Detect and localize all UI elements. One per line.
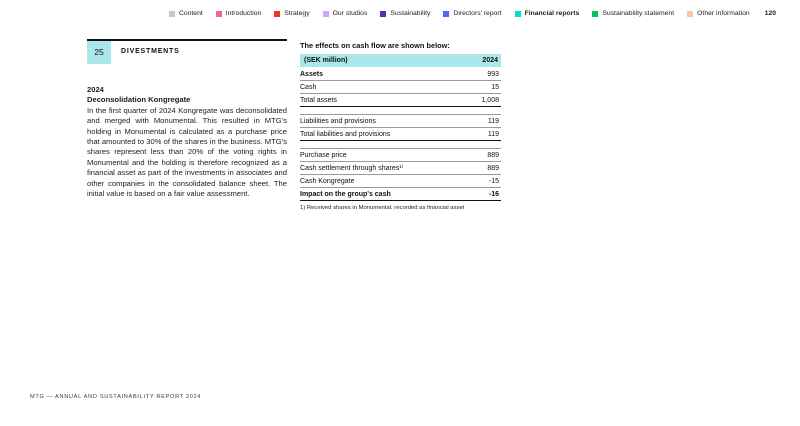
row-label: Assets — [300, 70, 323, 78]
nav-item-sustainability-statement[interactable] — [592, 9, 674, 18]
row-value: 889 — [487, 151, 499, 159]
nav-item-label: Financial reports — [524, 10, 580, 17]
row-value: 119 — [487, 117, 499, 125]
table-row — [300, 188, 501, 201]
table-section — [300, 114, 501, 141]
nav-item-other-information[interactable] — [687, 9, 750, 18]
table-row — [300, 94, 501, 107]
nav-color-swatch — [515, 11, 521, 17]
nav-item-directors-report[interactable] — [443, 9, 501, 18]
left-column — [87, 39, 287, 199]
row-value: 1,008 — [481, 96, 499, 104]
table-header-value: 2024 — [482, 57, 498, 64]
row-label: Purchase price — [300, 151, 347, 159]
row-label: Cash settlement through shares¹⁾ — [300, 165, 404, 172]
table-title: The effects on cash flow are shown below: — [300, 41, 450, 50]
nav-color-swatch — [274, 11, 280, 17]
top-nav-items — [169, 9, 750, 18]
nav-color-swatch — [169, 11, 175, 17]
row-label: Total assets — [300, 96, 337, 104]
nav-item-financial-reports[interactable] — [515, 9, 580, 18]
nav-item-label: Introduction — [225, 10, 262, 17]
row-label: Liabilities and provisions — [300, 117, 376, 125]
table-row — [300, 81, 501, 94]
nav-color-swatch — [323, 11, 329, 17]
article-body: In the first quarter of 2024 Kongregate was deconsolidated and merged with Monumental. This resulted in MTG’s holding in Monumental is calculated as a purchase price that amounted to 30% of the shares in the business. MTG’s shares represent less than 20% of the voting rights in Monumental and the holding is therefore recognized as a financial asset as part of the investments in associates and other companies in the consolidated balance sheet. The initial value is based on a fair value assessment. — [87, 105, 287, 199]
row-label: Cash — [300, 83, 317, 91]
year-heading: 2024 — [87, 85, 104, 94]
table-section — [300, 68, 501, 107]
table-header-label: (SEK million) — [304, 57, 348, 64]
nav-item-our-studios[interactable] — [323, 9, 368, 18]
cash-flow-table-body — [300, 68, 501, 201]
article-subheading: Deconsolidation Kongregate — [87, 95, 191, 105]
table-row — [300, 115, 501, 128]
table-row — [300, 68, 501, 81]
row-value: 889 — [487, 164, 499, 172]
nav-item-label: Directors' report — [453, 10, 502, 17]
nav-color-swatch — [592, 11, 598, 17]
nav-item-label: Other information — [697, 10, 750, 17]
nav-item-strategy[interactable] — [274, 9, 309, 18]
table-row — [300, 162, 501, 175]
nav-item-label: Content — [178, 10, 203, 17]
row-value: 993 — [487, 70, 499, 78]
top-nav — [169, 9, 776, 18]
row-value: -16 — [488, 190, 499, 198]
note-header — [87, 41, 287, 64]
nav-color-swatch — [380, 11, 386, 17]
nav-item-sustainability[interactable] — [380, 9, 430, 18]
row-label: Impact on the group's cash — [300, 190, 391, 198]
nav-color-swatch — [687, 11, 693, 17]
nav-item-label: Our studios — [332, 10, 368, 17]
table-row — [300, 175, 501, 188]
nav-item-introduction[interactable] — [216, 9, 262, 18]
nav-item-label: Sustainability statement — [602, 10, 675, 17]
nav-item-label: Sustainability — [390, 10, 431, 17]
row-value: 119 — [487, 130, 499, 138]
cash-flow-section — [300, 41, 501, 211]
nav-color-swatch — [216, 11, 222, 17]
table-footnote: 1) Received shares in Monumental, recorded as financial asset — [300, 205, 465, 211]
row-label: Cash Kongregate — [300, 177, 355, 185]
page-number: 120 — [764, 10, 776, 17]
footer-report-title: MTG — ANNUAL AND SUSTAINABILITY REPORT 2024 — [30, 394, 202, 400]
nav-item-label: Strategy — [284, 10, 310, 17]
note-number-badge: 25 — [87, 41, 111, 64]
table-header-row — [300, 54, 501, 67]
nav-item-content[interactable] — [169, 9, 203, 18]
note-title: DIVESTMENTS — [121, 48, 180, 55]
article — [87, 85, 287, 199]
table-row — [300, 128, 501, 141]
row-value: -15 — [488, 177, 499, 185]
row-label: Total liabilities and provisions — [300, 130, 391, 138]
nav-color-swatch — [443, 11, 449, 17]
row-value: 15 — [491, 83, 499, 91]
table-row — [300, 149, 501, 162]
table-section — [300, 148, 501, 201]
